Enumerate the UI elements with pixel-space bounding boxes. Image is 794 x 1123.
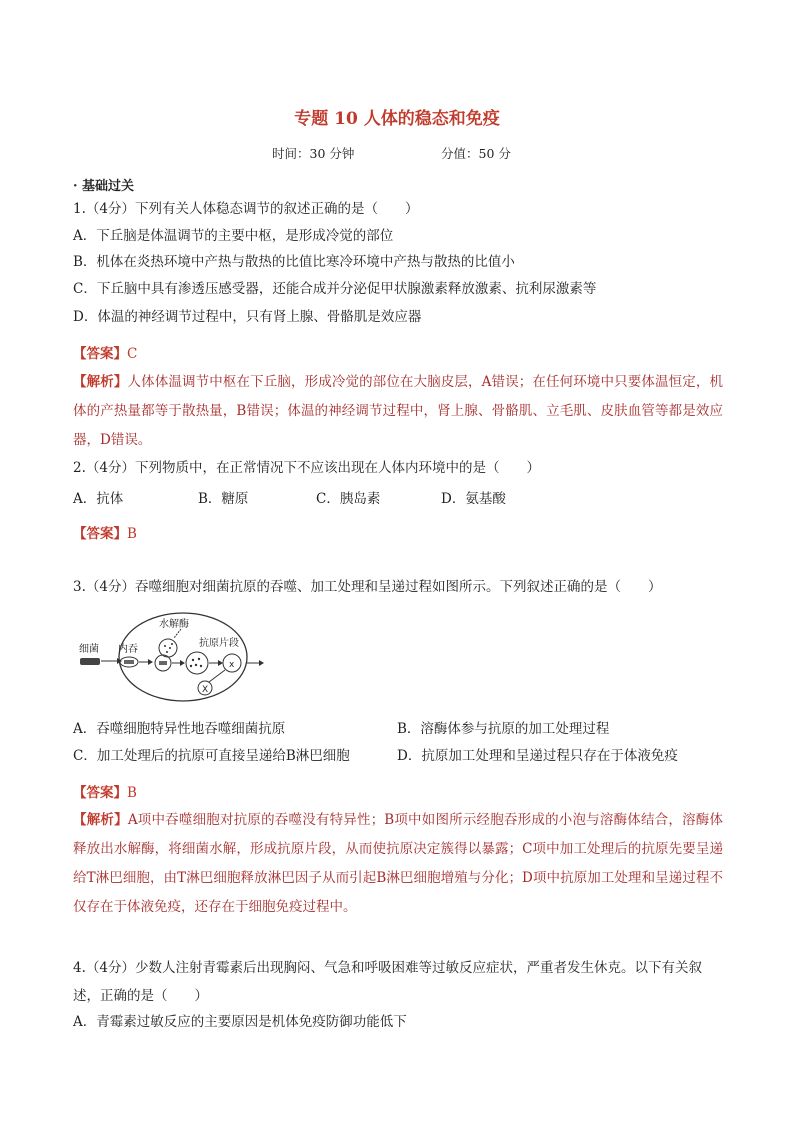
q3-analysis [73,806,723,922]
answer-label: 【答案】 [73,346,127,362]
q3-answer [73,781,137,801]
phagocytosis-diagram [73,607,273,707]
q3-analysis-text: A项中吞噬细胞对抗原的吞噬没有特异性；B项中如图所示经胞吞形成的小泡与溶酶体结合，溶酶体释放出水解酶，将细菌水解，形成抗原片段，从而使抗原决定簇得以暴露；C项中加工处理后的抗原先要呈递给T淋巴细胞，由T淋巴细胞释放淋巴因子从而引起B淋巴细胞增殖与分化；D项中抗原加工处理和呈递过程不仅存在于体液免疫，还存在于细胞免疫过程中。 [73,812,723,915]
q4-stem-line1: 4.（4分）少数人注射青霉素后出现胸闷、气急和呼吸困难等过敏反应症状，严重者发生休克。以下有关叙 [73,960,702,976]
q1-option-a: A．下丘脑是体温调节的主要中枢，是形成冷觉的部位 [73,228,394,244]
q3-stem: 3.（4分）吞噬细胞对细菌抗原的吞噬、加工处理和呈递过程如图所示。下列叙述正确的是（ ） [73,579,662,595]
antigen-fragment-label: 抗原片段 [199,638,239,649]
q2-stem: 2.（4分）下列物质中，在正常情况下不应该出现在人体内环境中的是（ ） [73,460,540,476]
q1-analysis [73,368,723,455]
answer-label: 【答案】 [73,526,127,542]
q4-option-a: A．青霉素过敏反应的主要原因是机体免疫防御功能低下 [73,1014,407,1030]
endocytosis-label: 内吞 [118,644,138,655]
q2-option-b: B．糖原 [198,491,249,507]
q3-option-b: B．溶酶体参与抗原的加工处理过程 [397,721,610,737]
engulfed-bacteria [124,660,134,664]
x-arrow [209,670,225,682]
q1-option-b: B．机体在炎热环境中产热与散热的比值比寒冷环境中产热与散热的比值小 [73,254,515,270]
x-label: X [202,685,209,695]
analysis-label: 【解析】 [73,374,128,390]
q1-stem: 1.（4分）下列有关人体稳态调节的叙述正确的是（ ） [73,201,419,217]
time-info: 时间：30 分钟 [272,146,355,161]
q3-answer-value: B [127,785,137,801]
page-title: 专题 10 人体的稳态和免疫 [294,109,500,129]
score-info: 分值：50 分 [441,146,511,161]
q2-option-d: D．氨基酸 [441,491,506,507]
q1-option-c: C．下丘脑中具有渗透压感受器，还能合成并分泌促甲状腺激素释放激素、抗利尿激素等 [73,281,597,297]
q4-stem-line2: 述，正确的是（ ） [73,988,208,1004]
q3-option-c: C．加工处理后的抗原可直接呈递给B淋巴细胞 [73,748,350,764]
hydrolase-label: 水解酶 [159,619,189,630]
q2-option-c: C．胰岛素 [316,491,381,507]
answer-label: 【答案】 [73,785,127,801]
q1-analysis-text: 人体体温调节中枢在下丘脑，形成冷觉的部位在大脑皮层，A错误；在任何环境中只要体温恒定，机体的产热量都等于散热量，B错误；体温的神经调节过程中，肾上腺、骨骼肌、立毛肌、皮肤血管等都是效应器，D错误。 [73,374,724,448]
q2-option-a: A．抗体 [73,491,124,507]
q1-answer [73,342,137,362]
section-heading: · 基础过关 [73,179,135,194]
q1-answer-value: C [127,346,138,362]
hydrolase-arrow [174,629,181,638]
arrow-2-head [148,659,153,665]
bacteria-shape [80,658,100,665]
q2-answer [73,522,137,542]
q3-option-d: D．抗原加工处理和呈递过程只存在于体液免疫 [397,748,678,764]
digestion-vesicle [186,652,208,674]
analysis-label: 【解析】 [73,812,128,828]
lysosome [159,639,177,657]
q1-option-d: D．体温的神经调节过程中，只有肾上腺、骨骼肌是效应器 [73,309,422,325]
svg-text:x: x [229,660,235,670]
q2-answer-value: B [127,526,137,542]
q3-option-a: A．吞噬细胞特异性地吞噬细菌抗原 [73,721,286,737]
bacteria-label: 细菌 [79,644,99,655]
